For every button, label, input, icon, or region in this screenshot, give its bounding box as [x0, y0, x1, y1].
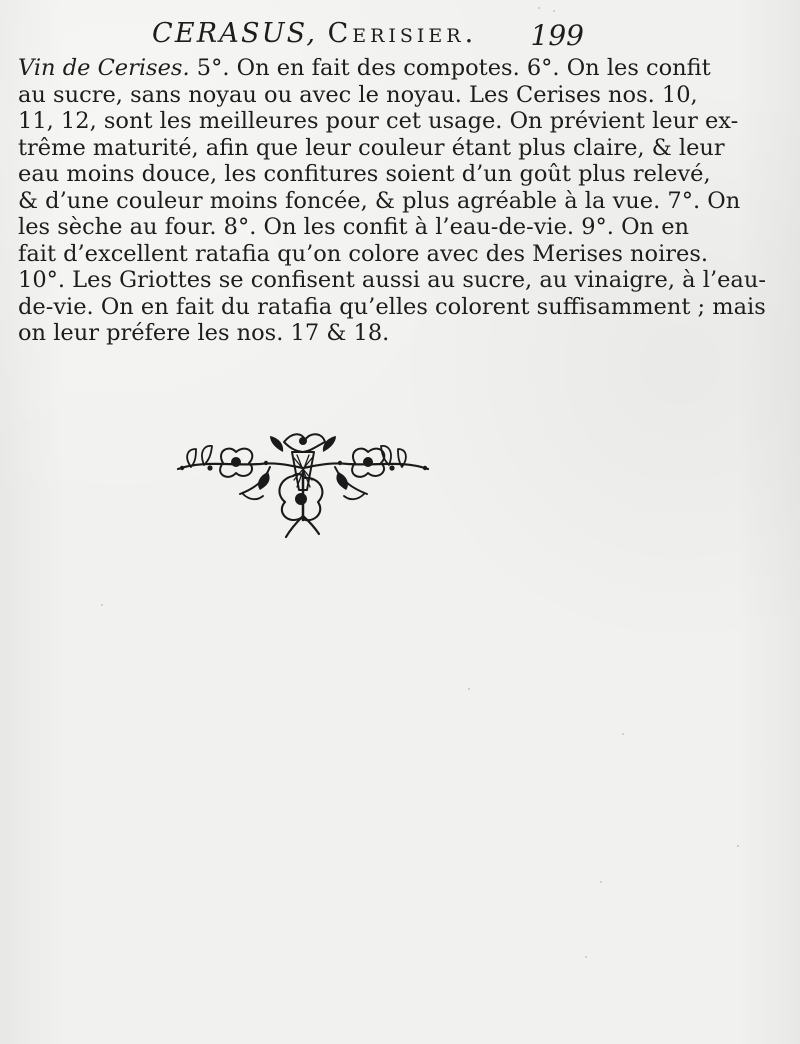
text-line-9: 10°. Les Griottes se confisent aussi au sucre, au vinaigre, à l’eau-	[18, 267, 766, 293]
common-name: Cerisier.	[327, 18, 478, 49]
running-head	[18, 18, 590, 50]
text-line-3: 11, 12, sont les meilleures pour cet usage. On prévient leur ex-	[18, 108, 739, 134]
text-line-10: de-vie. On en fait du ratafia qu’elles colorent suffisamment ; mais	[18, 293, 766, 320]
text-line-6: & d’une couleur moins foncée, & plus agréable à la vue. 7°. On	[18, 187, 741, 214]
body-text	[18, 55, 766, 347]
text-line-5: eau moins douce, les confitures soient d’un goût plus relevé,	[18, 161, 711, 187]
text-line-1-rest: 5°. On en fait des compotes. 6°. On les confit	[189, 55, 711, 81]
running-title	[152, 18, 477, 49]
text-line-2: au sucre, sans noyau ou avec le noyau. Les Cerises nos. 10,	[18, 81, 698, 108]
text-line-7: les sèche au four. 8°. On les confit à l’eau-de-vie. 9°. On en	[18, 214, 690, 240]
text-line-1-prefix: Vin de Cerises.	[18, 55, 190, 81]
species-name: CERASUS,	[152, 18, 318, 49]
floral-vignette-icon	[174, 424, 432, 542]
page-number: 199	[530, 19, 584, 52]
text-line-8: fait d’excellent ratafia qu’on colore avec des Merises noires.	[18, 240, 709, 267]
text-line-11: on leur préfere les nos. 17 & 18.	[18, 320, 390, 346]
text-line-1	[18, 55, 711, 82]
text-line-4: trême maturité, afin que leur couleur étant plus claire, & leur	[18, 134, 725, 161]
